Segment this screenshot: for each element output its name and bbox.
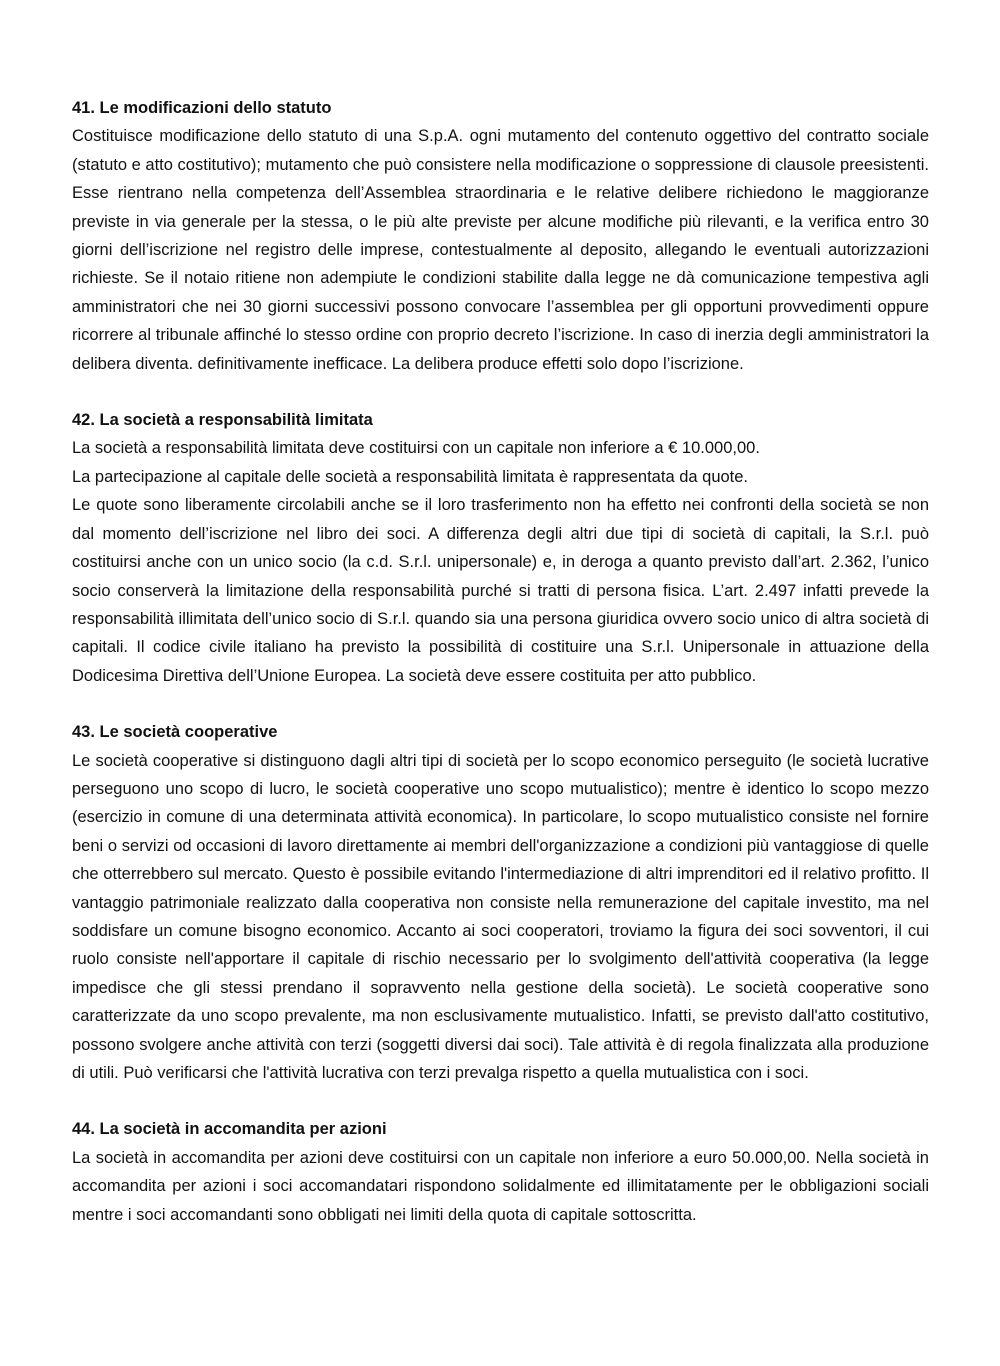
section-41	[72, 94, 929, 378]
paragraph: Costituisce modificazione dello statuto di una S.p.A. ogni mutamento del contenuto oggettivo del contratto sociale (statuto e atto costitutivo); mutamento che può consistere nella modificazione o soppressione di clausole preesistenti. Esse rientrano nella competenza dell’Assemblea straordinaria e le relative delibere richiedono le maggioranze previste in via generale per la stessa, o le più alte previste per alcune modifiche più rilevanti, e la verifica entro 30 giorni dell’iscrizione nel registro delle imprese, contestualmente al deposito, allegando le eventuali autorizzazioni richieste. Se il notaio ritiene non adempiute le condizioni stabilite dalla legge ne dà comunicazione tempestiva agli amministratori che nei 30 giorni successivi possono convocare l’assemblea per gli opportuni provvedimenti oppure ricorrere al tribunale affinché lo stesso ordine con proprio decreto l’iscrizione. In caso di inerzia degli amministratori la delibera diventa. definitivamente inefficace. La delibera produce effetti solo dopo l’iscrizione.	[72, 127, 929, 373]
section-43	[72, 718, 929, 1087]
section-44	[72, 1115, 929, 1229]
paragraph: Le quote sono liberamente circolabili anche se il loro trasferimento non ha effetto nei confronti della società se non dal momento dell’iscrizione nel libro dei soci. A differenza degli altri due tipi di società di capitali, la S.r.l. può costituirsi anche con un unico socio (la c.d. S.r.l. unipersonale) e, in deroga a quanto previsto dall’art. 2.362, l’unico socio conserverà la limitazione della responsabilità purché si tratti di persona fisica. L’art. 2.497 infatti prevede la responsabilità illimitata dell’unico socio di S.r.l. quando sia una persona giuridica ovvero socio unico di altra società di capitali. Il codice civile italiano ha previsto la possibilità di costituire una S.r.l. Unipersonale in attuazione della Dodicesima Direttiva dell’Unione Europea. La società deve essere costituita per atto pubblico.	[72, 496, 929, 685]
section-title: 44. La società in accomandita per azioni	[72, 1120, 387, 1139]
paragraph: Le società cooperative si distinguono dagli altri tipi di società per lo scopo economico perseguito (le società lucrative perseguono uno scopo di lucro, le società cooperative uno scopo mutualistico); mentre è identico lo scopo mezzo (esercizio in comune di una determinata attività economica). In particolare, lo scopo mutualistico consiste nel fornire beni o servizi od occasioni di lavoro direttamente ai membri dell'organizzazione a condizioni più vantaggiose di quelle che otterrebbero sul mercato. Questo è possibile evitando l'intermediazione di altri imprenditori ed il relativo profitto. Il vantaggio patrimoniale realizzato dalla cooperativa non consiste nella remunerazione del capitale investito, ma nel soddisfare un comune bisogno economico. Accanto ai soci cooperatori, troviamo la figura dei soci sovventori, il cui ruolo consiste nell'apportare il capitale di rischio necessario per lo svolgimento dell'attività cooperativa (la legge impedisce che gli stessi prendano il sopravvento nella gestione della società). Le società cooperative sono caratterizzate da uno scopo prevalente, ma non esclusivamente mutualistico. Infatti, se previsto dall'atto costitutivo, possono svolgere anche attività con terzi (soggetti diversi dai soci). Tale attività è di regola finalizzata alla produzione di utili. Può verificarsi che l'attività lucrativa con terzi prevalga rispetto a quella mutualistica con i soci.	[72, 751, 929, 1082]
section-42	[72, 406, 929, 690]
paragraph: La società a responsabilità limitata deve costituirsi con un capitale non inferiore a € 10.000,00.	[72, 439, 760, 458]
section-title: 42. La società a responsabilità limitata	[72, 411, 373, 430]
paragraph: La società in accomandita per azioni deve costituirsi con un capitale non inferiore a euro 50.000,00. Nella società in accomandita per azioni i soci accomandatari rispondono solidalmente ed illimitatamente per le obbligazioni sociali mentre i soci accomandanti sono obbligati nei limiti della quota di capitale sottoscritta.	[72, 1148, 929, 1224]
paragraph: La partecipazione al capitale delle società a responsabilità limitata è rappresentata da quote.	[72, 467, 749, 486]
section-title: 43. Le società cooperative	[72, 723, 278, 742]
section-title: 41. Le modificazioni dello statuto	[72, 99, 332, 117]
